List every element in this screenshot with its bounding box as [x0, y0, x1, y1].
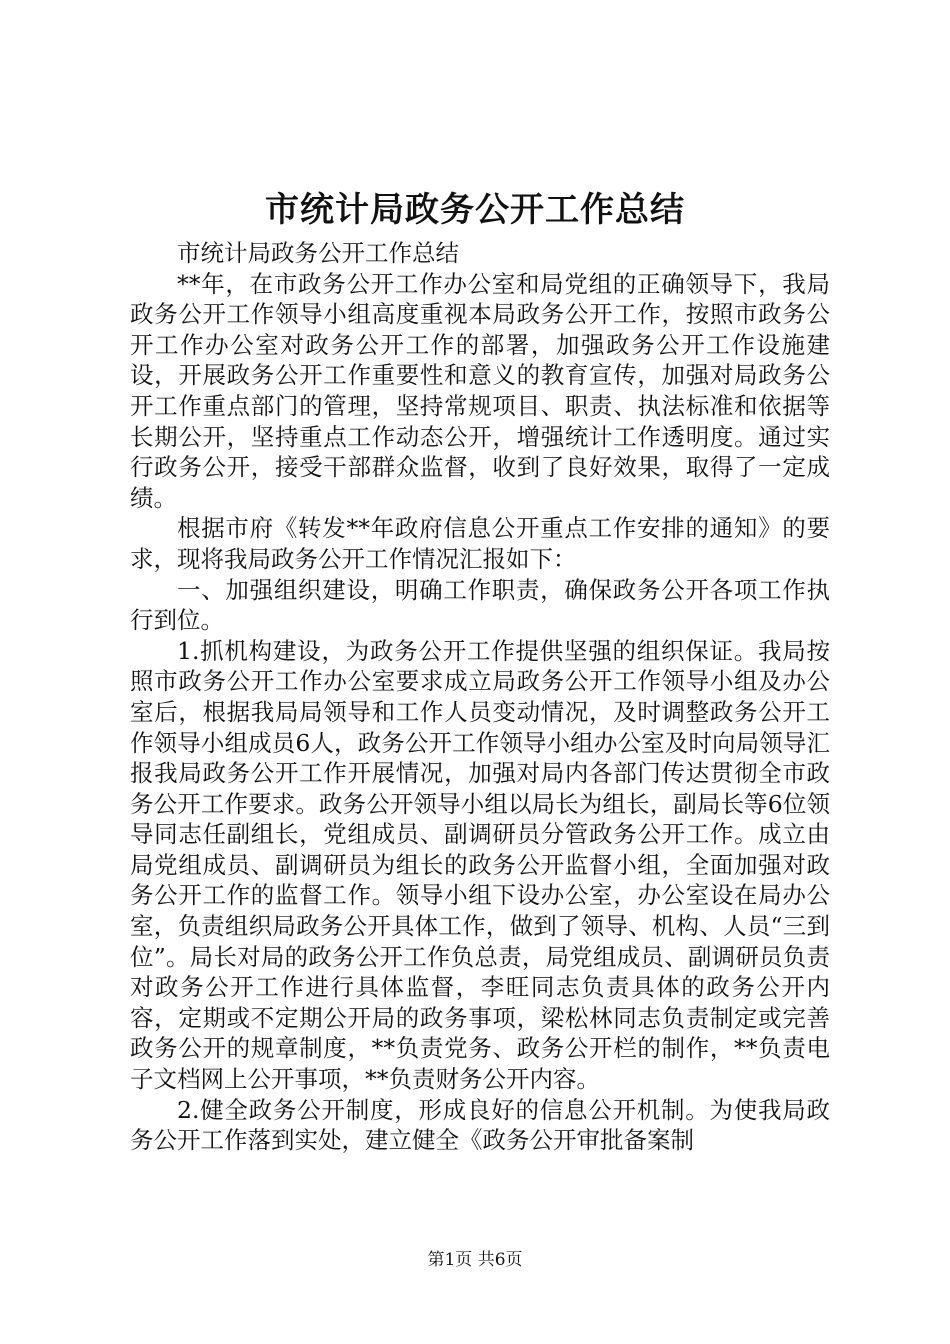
page-number-footer: 第1页 共6页 [427, 1250, 523, 1270]
document-body [130, 238, 830, 1156]
paragraph-subtitle: 市统计局政务公开工作总结 [177, 239, 459, 267]
paragraph-item-1: 1.抓机构建设，为政务公开工作提供坚强的组织保证。我局按照市政务公开工作办公室要求成立局政务公开工作领导小组及办公室后，根据我局局领导和工作人员变动情况，及时调整政务公开工作领导小组成员6人，政务公开工作领导小组办公室及时向局领导汇报我局政务公开工作开展情况，加强对局内各部门传达贯彻全市政务公开工作要求。政务公开领导小组以局长为组长，副局长等6位领导同志任副组长，党组成员、副调研员分管政务公开工作。成立由局党组成员、副调研员为组长的政务公开监督小组，全面加强对政务公开工作的监督工作。领导小组下设办公室，办公室设在局办公室，负责组织局政务公开具体工作，做到了领导、机构、人员“三到位”。局长对局的政务公开工作负总责，局党组成员、副调研员负责对政务公开工作进行具体监督，李旺同志负责具体的政务公开内容，定期或不定期公开局的政务事项，梁松林同志负责制定或完善政务公开的规章制度，**负责党务、政务公开栏的制作，**负责电子文档网上公开事项，**负责财务公开内容。 [130, 636, 830, 1094]
paragraph-item-2: 2.健全政务公开制度，形成良好的信息公开机制。为使我局政务公开工作落到实处，建立健全《政务公开审批备案制 [130, 1095, 830, 1155]
section-heading-1: 一、加强组织建设，明确工作职责，确保政务公开各项工作执行到位。 [130, 575, 830, 635]
paragraph-report-basis: 根据市府《转发**年政府信息公开重点工作安排的通知》的要求，现将我局政务公开工作情况汇报如下： [130, 514, 830, 573]
document-title: 市统计局政务公开工作总结 [265, 190, 685, 230]
paragraph-intro: **年，在市政务公开工作办公室和局党组的正确领导下，我局政务公开工作领导小组高度重视本局政务公开工作，按照市政务公开工作办公室对政务公开工作的部署，加强政务公开工作设施建设，开展政务公开工作重要性和意义的教育宣传，加强对局政务公开工作重点部门的管理，坚持常规项目、职责、执法标准和依据等长期公开，坚持重点工作动态公开，增强统计工作透明度。通过实行政务公开，接受干部群众监督，收到了良好效果，取得了一定成绩。 [130, 269, 830, 512]
